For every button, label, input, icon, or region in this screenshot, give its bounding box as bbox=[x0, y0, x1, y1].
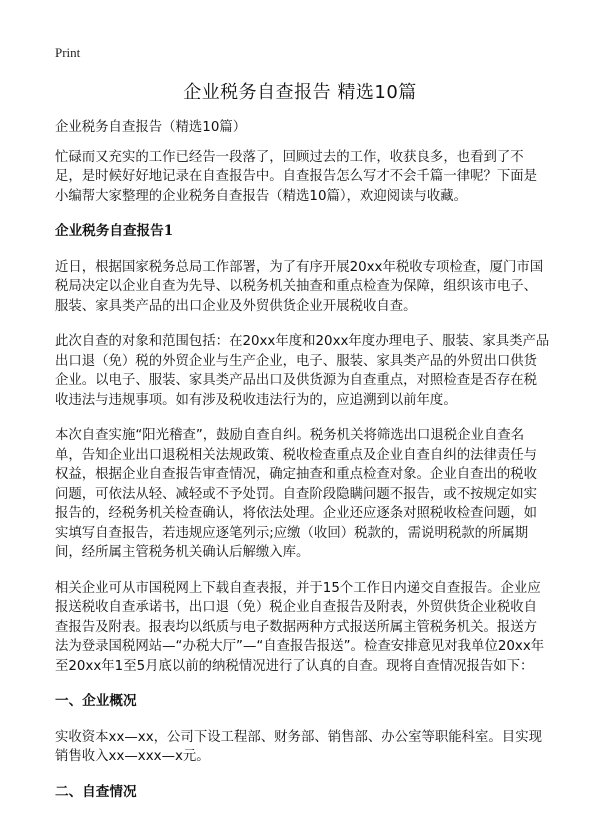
intro-paragraph: 忙碌而又充实的工作已经告一段落了，回顾过去的工作，收获良多，也看到了不足，是时候好好地记录在自查报告中。自查报告怎么写才不会千篇一律呢？下面是小编帮大家整理的企业税务自查报告（精选10篇），欢迎阅读与收藏。 bbox=[55, 149, 538, 204]
section2-heading: 二、自查情况 bbox=[55, 783, 137, 800]
report1-heading: 企业税务自查报告1 bbox=[55, 223, 174, 239]
body-paragraph: 近日，根据国家税务总局工作部署，为了有序开展20xx年税收专项检查，厦门市国税局决定以企业自查为先导、以税务机关抽查和重点检查为保障，组织该市电子、服装、家具类产品的出口企业及外贸供货企业开展税收自查。 bbox=[55, 259, 544, 314]
document-body bbox=[55, 118, 550, 818]
page-title: 企业税务自查报告 精选10篇 bbox=[183, 82, 417, 103]
section1-paragraph: 实收资本xx—xx，公司下设工程部、财务部、销售部、办公室等职能科室。目实现销售收入xx—xxx—x元。 bbox=[55, 729, 542, 764]
print-link[interactable]: Print bbox=[55, 45, 81, 60]
body-paragraph: 相关企业可从市国税网上下载自查表报，并于15个工作日内递交自查报告。企业应报送税收自查承诺书，出口退（免）税企业自查报告及附表，外贸供货企业税收自查报告及附表。报表均以纸质与电子数据两种方式报送所属主管税务机关。报送方法为登录国税网站—“办税大厅”—“自查报告报送”。检查安排意见对我单位20xx年至20xx年1至5月底以前的纳税情况进行了认真的自查。现将自查情况报告如下： bbox=[55, 580, 545, 674]
document-subtitle: 企业税务自查报告（精选10篇） bbox=[55, 120, 247, 135]
body-paragraph: 此次自查的对象和范围包括：在20xx年度和20xx年度办理电子、服装、家具类产品出口退（免）税的外贸企业与生产企业，电子、服装、家具类产品的外贸出口供货企业。以电子、服装、家具类产品出口及供货源为自查重点，对照检查是否存在税收违法与违规事项。如有涉及税收违法行为的，应追溯到以前年度。 bbox=[55, 334, 550, 408]
body-paragraph: 本次自查实施“阳光稽查”，鼓励自查自纠。税务机关将筛选出口退税企业自查名单，告知企业出口退税相关法规政策、税收检查重点及企业自查自纠的法律责任与权益，根据企业自查报告审查情况，确定抽查和重点检查对象。企业自查出的税收问题，可依法从轻、减轻或不予处罚。自查阶段隐瞒问题不报告，或不按规定如实报告的，经税务机关检查确认，将依法处理。企业还应逐条对照税收检查问题，如实填写自查报告，若违规应逐笔列示;应缴（收回）税款的，需说明税款的所属期间，经所属主管税务机关确认后解缴入库。 bbox=[55, 428, 538, 560]
section1-heading: 一、企业概况 bbox=[55, 693, 137, 709]
